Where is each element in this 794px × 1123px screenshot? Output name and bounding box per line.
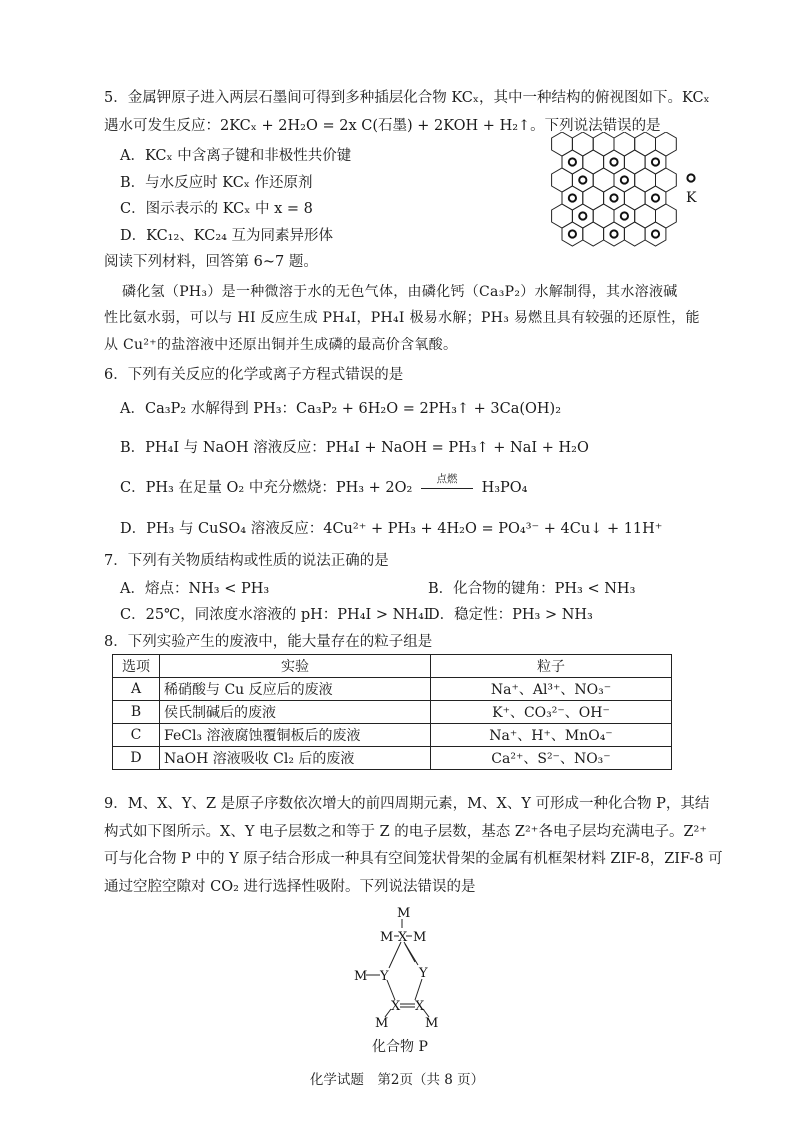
q6-option-c-right: H₃PO₄	[481, 480, 528, 496]
row-experiment: 侯氏制碱后的废液	[160, 701, 431, 724]
q7-option-b[interactable]: B．化合物的键角：PH₃ < NH₃	[428, 581, 636, 597]
row-option: A	[113, 678, 160, 701]
table-header-row	[113, 655, 672, 678]
q5-option-a[interactable]: A．KCₓ 中含离子键和非极性共价键	[120, 148, 352, 164]
atom-m-far-left: M	[354, 969, 368, 984]
q9-stem-line4: 通过空腔空隙对 CO₂ 进行选择性吸附。下列说法错误的是	[104, 879, 476, 895]
atom-x-bottom-right: X	[415, 999, 425, 1014]
k-atom	[579, 176, 586, 183]
q7-option-c[interactable]: C．25℃，同浓度水溶液的 pH：PH₄I > NH₄I	[120, 607, 430, 623]
atom-labels	[354, 906, 438, 1027]
graphite-hexagon	[552, 204, 573, 228]
table-row[interactable]	[113, 724, 672, 747]
k-atom	[610, 158, 617, 165]
row-particles: Na⁺、Al³⁺、NO₃⁻	[431, 678, 672, 701]
graphite-hexagon	[656, 132, 677, 156]
graphite-hexagon	[583, 186, 604, 210]
reading-line3: 从 Cu²⁺的盐溶液中还原出铜并生成磷的最高价含氧酸。	[104, 337, 458, 353]
row-experiment: 稀硝酸与 Cu 反应后的废液	[160, 678, 431, 701]
atom-m-bottom-left: M	[375, 1016, 389, 1027]
atom-x-top: X	[398, 930, 408, 945]
graphite-hexagon-grid	[552, 132, 677, 246]
row-particles: Na⁺、H⁺、MnO₄⁻	[431, 724, 672, 747]
reaction-arrow	[419, 473, 475, 498]
atom-y-left: Y	[380, 969, 389, 984]
reading-line2: 性比氨水弱，可以与 HI 反应生成 PH₄I，PH₄I 极易水解；PH₃ 易燃且具有较强的还原性，能	[104, 310, 700, 326]
graphite-hexagon	[624, 222, 645, 246]
k-atom	[621, 176, 628, 183]
atom-m-left: M	[380, 930, 394, 945]
graphite-hexagon	[552, 132, 573, 156]
k-atom	[569, 194, 576, 201]
graphite-hexagon	[635, 204, 656, 228]
k-atom	[621, 212, 628, 219]
atom-m-bottom-right: M	[425, 1016, 439, 1027]
row-particles: Ca²⁺、S²⁻、NO₃⁻	[431, 747, 672, 770]
row-option: C	[113, 724, 160, 747]
row-experiment: NaOH 溶液吸收 Cl₂ 后的废液	[160, 747, 431, 770]
q9-stem-line3: 可与化合物 P 中的 Y 原子结合形成一种具有空间笼状骨架的金属有机框架材料 ZIF-8，ZIF-8 可	[104, 851, 723, 867]
k-atom	[610, 194, 617, 201]
page-footer: 化学试题 第2页（共 8 页）	[309, 1072, 485, 1088]
q6-stem: 6．下列有关反应的化学或离子方程式错误的是	[104, 367, 404, 383]
table-row[interactable]	[113, 747, 672, 770]
k-atom	[569, 230, 576, 237]
q7-option-a[interactable]: A．熔点：NH₃ < PH₃	[120, 581, 270, 597]
graphite-hexagon	[552, 168, 573, 192]
q5-stem-line1: 5．金属钾原子进入两层石墨间可得到多种插层化合物 KCₓ，其中一种结构的俯视图如下。KCₓ	[104, 90, 710, 106]
legend-k-atom-icon	[687, 174, 694, 181]
arrow-line	[421, 488, 473, 489]
atom-m-right: M	[413, 930, 427, 945]
reading-line1: 磷化氢（PH₃）是一种微溶于水的无色气体，由磷化钙（Ca₃P₂）水解制得，其水溶液碱	[122, 284, 678, 300]
graphite-hexagon	[593, 204, 614, 228]
compound-p-structure	[340, 905, 450, 1027]
q6-option-d[interactable]: D．PH₃ 与 CuSO₄ 溶液反应：4Cu²⁺ + PH₃ + 4H₂O = PO₄³⁻ + 4Cu↓ + 11H⁺	[120, 521, 663, 537]
k-atom	[652, 194, 659, 201]
q5-stem-line2: 遇水可发生反应：2KCₓ + 2H₂O = 2x C(石墨) + 2KOH + H₂↑。下列说法错误的是	[104, 118, 661, 134]
graphite-hexagon	[593, 132, 614, 156]
k-atom	[579, 212, 586, 219]
row-option: D	[113, 747, 160, 770]
q6-option-b[interactable]: B．PH₄I 与 NaOH 溶液反应：PH₄I + NaOH = PH₃↑ + NaI + H₂O	[120, 440, 589, 456]
q5-option-c[interactable]: C．图示表示的 KCₓ 中 x = 8	[120, 201, 313, 217]
q6-option-a[interactable]: A．Ca₃P₂ 水解得到 PH₃：Ca₃P₂ + 6H₂O = 2PH₃↑ + 3Ca(OH)₂	[120, 401, 562, 417]
q7-stem: 7．下列有关物质结构或性质的说法正确的是	[104, 553, 389, 569]
reaction-condition: 点燃	[436, 473, 458, 485]
atom-m-top: M	[397, 906, 411, 921]
graphite-hexagon	[583, 222, 604, 246]
q5-option-b[interactable]: B．与水反应时 KCₓ 作还原剂	[120, 175, 313, 191]
header-particles: 粒子	[431, 655, 672, 678]
graphite-hexagon	[624, 150, 645, 174]
graphite-hexagon	[635, 168, 656, 192]
header-experiment: 实验	[160, 655, 431, 678]
q5-option-d[interactable]: D．KC₁₂、KC₂₄ 互为同素异形体	[120, 228, 334, 244]
header-option: 选项	[113, 655, 160, 678]
graphite-hexagon	[583, 150, 604, 174]
legend-k-label: K	[686, 190, 697, 206]
atom-y-right: Y	[419, 966, 428, 981]
graphite-hexagon	[593, 168, 614, 192]
graphite-hexagon	[635, 132, 656, 156]
k-atom	[569, 158, 576, 165]
graphite-hexagon	[572, 132, 593, 156]
reading-intro: 阅读下列材料，回答第 6~7 题。	[104, 254, 318, 270]
graphite-hexagon	[614, 132, 635, 156]
atom-x-bottom-left: X	[391, 999, 401, 1014]
table-row[interactable]	[113, 678, 672, 701]
q8-stem: 8．下列实验产生的废液中，能大量存在的粒子组是	[104, 634, 433, 650]
q7-option-d[interactable]: D．稳定性：PH₃ > NH₃	[428, 607, 593, 623]
row-experiment: FeCl₃ 溶液腐蚀覆铜板后的废液	[160, 724, 431, 747]
k-atom	[610, 230, 617, 237]
q6-option-c[interactable]	[120, 473, 528, 498]
k-atom	[652, 158, 659, 165]
row-particles: K⁺、CO₃²⁻、OH⁻	[431, 701, 672, 724]
graphite-hexagon	[624, 186, 645, 210]
q9-stem-line2: 构式如下图所示。X、Y 电子层数之和等于 Z 的电子层数，基态 Z²⁺各电子层均充满电子。Z²⁺	[104, 824, 707, 840]
graphite-hexagon	[656, 204, 677, 228]
table-row[interactable]	[113, 701, 672, 724]
compound-p-caption: 化合物 P	[372, 1039, 428, 1055]
q6-option-c-left: C．PH₃ 在足量 O₂ 中充分燃烧：PH₃ + 2O₂	[120, 480, 413, 496]
kcx-structure-figure	[548, 132, 728, 257]
q8-table	[112, 654, 672, 770]
row-option: B	[113, 701, 160, 724]
graphite-hexagon	[656, 168, 677, 192]
q9-stem-line1: 9．M、X、Y、Z 是原子序数依次增大的前四周期元素，M、X、Y 可形成一种化合物 P，其结	[104, 796, 710, 812]
k-atom	[652, 230, 659, 237]
